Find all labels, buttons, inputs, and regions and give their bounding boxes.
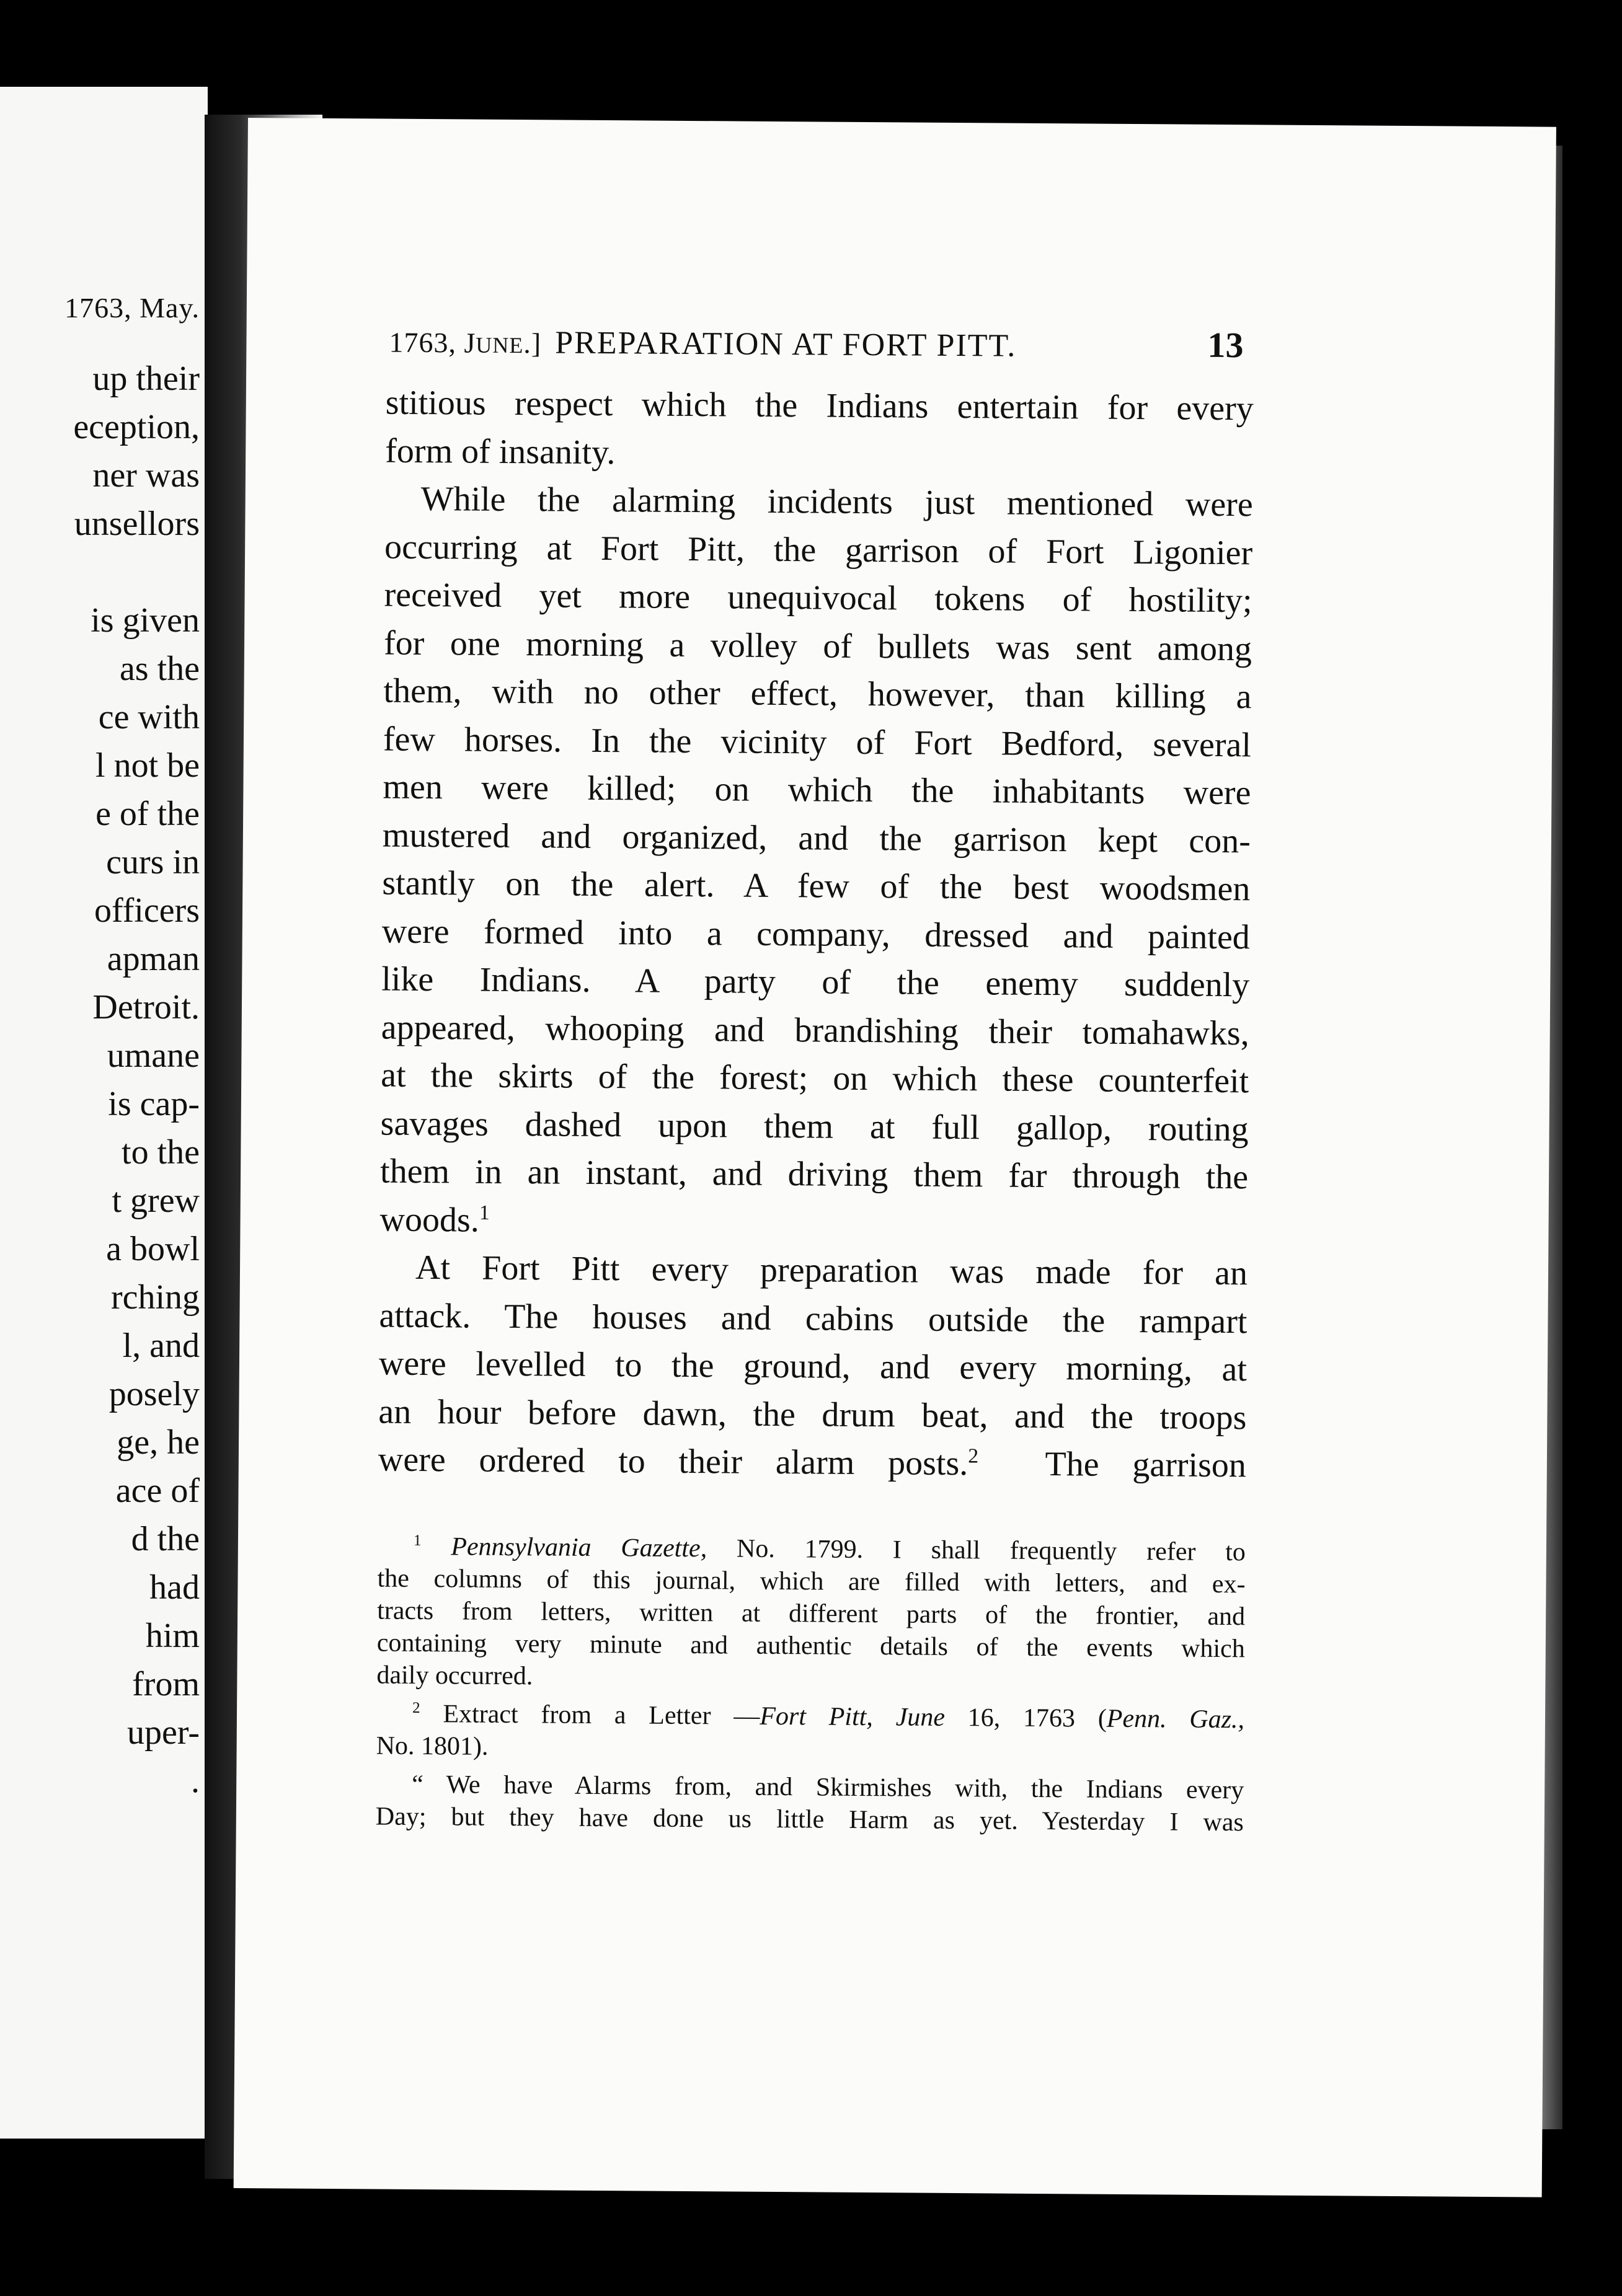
body-line: few horses. In the vicinity of Fort Bedford, several (383, 720, 1252, 764)
left-page-line: unsellors (74, 505, 200, 543)
footnote-ref-1[interactable]: 1 (479, 1201, 490, 1224)
body-line: appeared, whooping and brandishing their tomahawks, (381, 1008, 1249, 1053)
footnote-quote-line: “ We have Alarms from, and Skirmishes with, the Indians every (412, 1770, 1244, 1805)
left-page-line: to the (122, 1133, 200, 1172)
left-page-line: rching (110, 1278, 200, 1317)
left-page-line: umane (107, 1036, 200, 1075)
body-line: stantly on the alert. A few of the best woodsmen (382, 863, 1251, 909)
body-line: woods.$^1$ (379, 1200, 490, 1240)
left-page-line: posely (109, 1375, 200, 1413)
footnote-line: daily occurred. (376, 1661, 533, 1691)
body-line: were ordered to their alarm posts.$^2$ The garrison (378, 1440, 1247, 1485)
left-page-line: . (191, 1762, 200, 1800)
body-line: While the alarming incidents just mentioned were (420, 479, 1253, 524)
body-line: attack. The houses and cabins outside the rampart (379, 1296, 1248, 1341)
footnote-quote-line: Day; but they have done us little Harm as yet. Yesterday I was (375, 1802, 1244, 1837)
left-page (0, 87, 208, 2139)
body-line: them, with no other effect, however, than killing a (383, 671, 1252, 717)
body-line: an hour before dawn, the drum beat, and the troops (378, 1392, 1247, 1437)
left-page-text (0, 355, 200, 1805)
footnote-line: containing very minute and authentic details of the events which (376, 1628, 1245, 1664)
left-running-head: 1763, May. (64, 292, 200, 324)
left-page-line: ace of (115, 1472, 200, 1510)
left-page-line: ge, he (117, 1423, 200, 1462)
body-line: savages dashed upon them at full gallop, routing (380, 1104, 1249, 1149)
footnote-line: No. 1801). (376, 1731, 489, 1761)
left-page-line: ce with (98, 698, 200, 736)
left-page-line (0, 548, 200, 596)
left-page-line: l not be (95, 746, 200, 785)
left-page-line: l, and (122, 1327, 200, 1365)
footnotes (376, 1530, 1246, 1839)
body-line: received yet more unequivocal tokens of hostility; (384, 575, 1252, 620)
running-head-title: PREPARATION AT FORT PITT. (555, 325, 1017, 364)
body-line: stitious respect which the Indians entertain for every (385, 383, 1254, 428)
left-page-line: d the (131, 1520, 200, 1558)
left-page-line: Detroit. (92, 988, 200, 1027)
left-page-line: had (149, 1568, 200, 1607)
page-number: 13 (1207, 324, 1244, 366)
left-page-line: officers (94, 891, 200, 930)
left-page-line: ner was (92, 456, 200, 495)
right-page (234, 118, 1556, 2197)
body-line: were levelled to the ground, and every morning, at (378, 1344, 1248, 1389)
left-page-line: a bowl (106, 1230, 200, 1268)
left-page-line: up their (92, 360, 200, 398)
body-line: mustered and organized, and the garrison kept con- (382, 816, 1251, 860)
footnote-2: $^2$ Extract from a Letter —Fort Pitt, June 16, 1763 (Penn. Gaz., (412, 1699, 1245, 1734)
running-head-date: 1763, JUNE.] (389, 326, 542, 360)
body-line: occurring at Fort Pitt, the garrison of Fort Ligonier (384, 528, 1253, 572)
left-page-line: from (132, 1665, 200, 1703)
body-line: At Fort Pitt every preparation was made for an (415, 1248, 1248, 1293)
footnote-ref-2[interactable]: 2 (968, 1444, 979, 1468)
body-line: were formed into a company, dressed and painted (381, 912, 1251, 956)
footnote-line: tracts from letters, written at different parts of the frontier, and (377, 1596, 1246, 1631)
footnote-line: the columns of this journal, which are filled with letters, and ex- (377, 1564, 1246, 1599)
body-line: form of insanity. (385, 431, 616, 472)
footnote-1: $^1$ Pennsylvania Gazette, No. 1799. I shall frequently refer to (413, 1532, 1246, 1567)
running-head (389, 324, 1257, 366)
body-line: them in an instant, and driving them far through the (379, 1152, 1249, 1197)
left-page-line: eception, (73, 408, 200, 446)
body-text (378, 379, 1254, 1490)
left-page-line: e of the (95, 795, 200, 833)
body-line: for one morning a volley of bullets was sent among (383, 624, 1252, 668)
left-page-line: is given (91, 601, 200, 640)
body-line: men were killed; on which the inhabitants were (383, 767, 1251, 813)
left-page-line: curs in (106, 843, 200, 881)
left-page-line: is cap- (108, 1085, 200, 1123)
left-page-line: t grew (112, 1181, 200, 1220)
left-page-line: apman (107, 940, 200, 978)
left-page-line: as the (119, 650, 200, 688)
left-page-line: him (145, 1617, 200, 1655)
left-page-line: uper- (126, 1713, 200, 1752)
body-line: at the skirts of the forest; on which these counterfeit (381, 1056, 1249, 1101)
body-line: like Indians. A party of the enemy suddenly (381, 960, 1250, 1005)
